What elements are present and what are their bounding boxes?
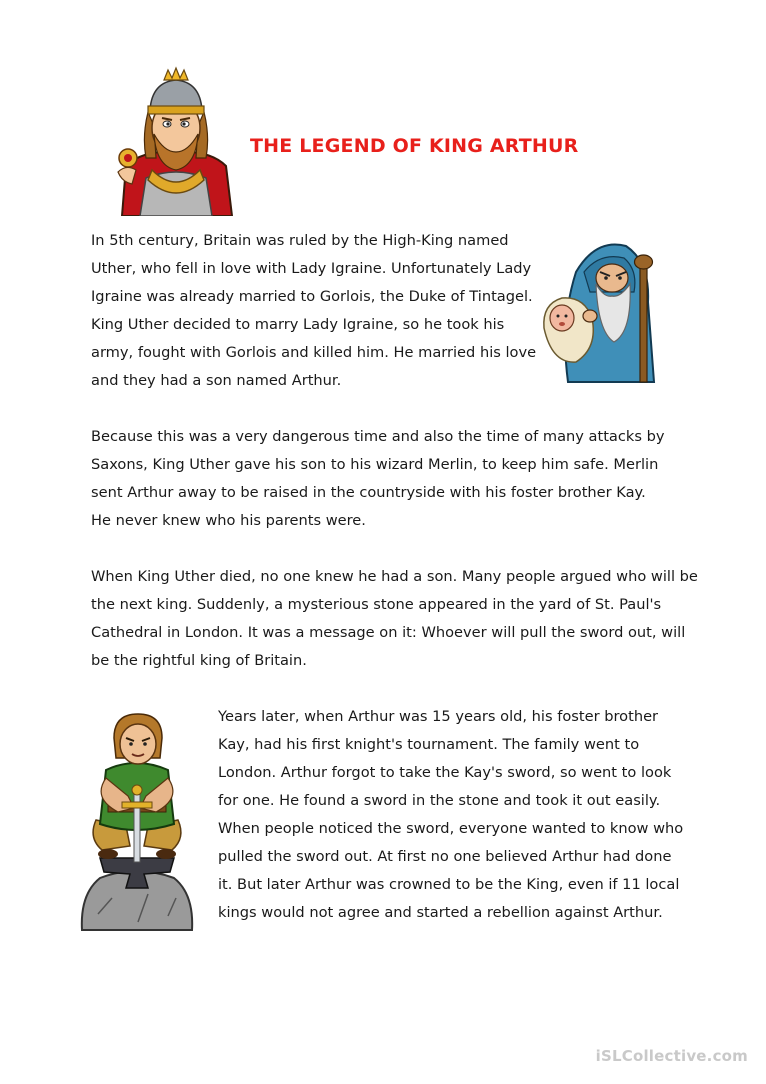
- text-line: Cathedral in London. It was a message on it: Whoever will pull the sword out, will: [91, 624, 686, 641]
- text-line: Kay, had his first knight's tournament. The family went to: [218, 736, 640, 753]
- text-line: and they had a son named Arthur.: [91, 372, 342, 389]
- paragraph-4: [218, 703, 683, 927]
- text-line: When people noticed the sword, everyone wanted to know who: [218, 820, 684, 837]
- text-line: Years later, when Arthur was 15 years old, his foster brother: [218, 708, 659, 725]
- text-line: army, fought with Gorlois and killed him. He married his love: [91, 344, 537, 361]
- text-line: it. But later Arthur was crowned to be the King, even if 11 local: [218, 876, 680, 893]
- text-line: In 5th century, Britain was ruled by the High-King named: [91, 232, 509, 249]
- merlin-with-baby-illustration: [540, 232, 670, 384]
- watermark: iSLCollective.com: [595, 1047, 748, 1065]
- king-uther-illustration: [112, 66, 240, 216]
- text-line: Igraine was already married to Gorlois, the Duke of Tintagel.: [91, 288, 533, 305]
- text-line: kings would not agree and started a rebellion against Arthur.: [218, 904, 663, 921]
- arthur-sword-in-stone-illustration: [78, 708, 196, 936]
- paragraph-1: [91, 227, 536, 395]
- text-line: Uther, who fell in love with Lady Igraine. Unfortunately Lady: [91, 260, 532, 277]
- text-line: When King Uther died, no one knew he had a son. Many people argued who will be: [91, 568, 698, 585]
- text-line: for one. He found a sword in the stone and took it out easily.: [218, 792, 661, 809]
- paragraph-2: [91, 423, 665, 535]
- text-line: King Uther decided to marry Lady Igraine, so he took his: [91, 316, 505, 333]
- paragraph-3: [91, 563, 698, 675]
- text-line: Because this was a very dangerous time and also the time of many attacks by: [91, 428, 665, 445]
- text-line: Saxons, King Uther gave his son to his wizard Merlin, to keep him safe. Merlin: [91, 456, 659, 473]
- text-line: sent Arthur away to be raised in the countryside with his foster brother Kay.: [91, 484, 646, 501]
- text-line: London. Arthur forgot to take the Kay's sword, so went to look: [218, 764, 672, 781]
- text-line: the next king. Suddenly, a mysterious stone appeared in the yard of St. Paul's: [91, 596, 662, 613]
- text-line: be the rightful king of Britain.: [91, 652, 307, 669]
- text-line: He never knew who his parents were.: [91, 512, 366, 529]
- page-title: THE LEGEND OF KING ARTHUR: [250, 134, 579, 157]
- text-line: pulled the sword out. At first no one believed Arthur had done: [218, 848, 672, 865]
